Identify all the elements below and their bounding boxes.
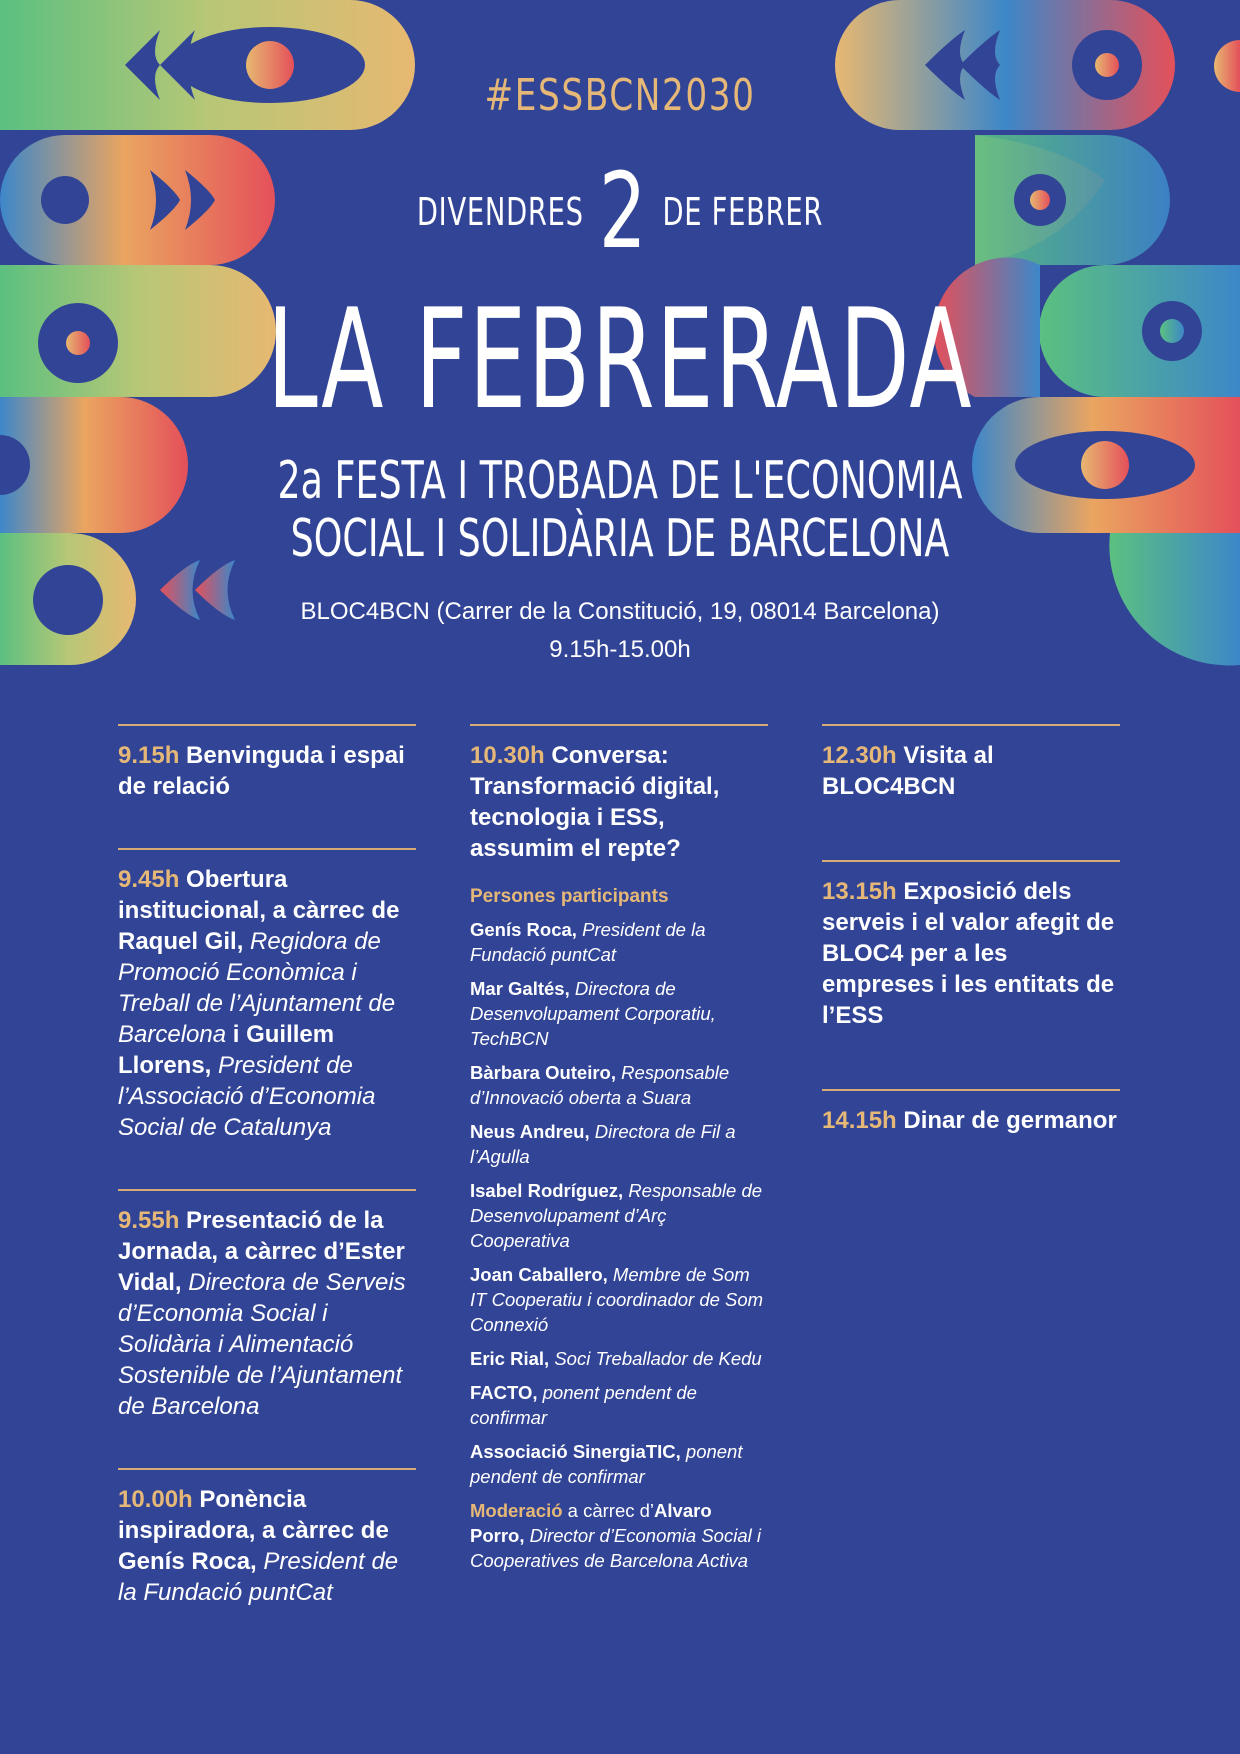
item-time: 10.30h: [470, 742, 545, 769]
participant: [470, 1178, 768, 1253]
date-day: 2: [598, 150, 648, 272]
participant-role: Responsable de Desenvolupament d’Arç Cooperativa: [470, 1180, 763, 1251]
moderation: [470, 1498, 768, 1573]
subtitle-line1: 2a FESTA I TROBADA DE L'ECONOMIA: [277, 451, 963, 511]
participant-role: ponent pendent de confirmar: [470, 1441, 743, 1487]
participant-name: Neus Andreu,: [470, 1121, 590, 1142]
schedule-item: [118, 848, 416, 1143]
schedule-item: [118, 1468, 416, 1608]
item-time: 10.00h: [118, 1486, 193, 1513]
participant-name: Genís Roca,: [470, 919, 577, 940]
event-date: [174, 150, 1067, 272]
schedule-item: [118, 1189, 416, 1422]
schedule-column-3: [822, 724, 1120, 1136]
participant: [470, 1262, 768, 1337]
item-title: Benvinguda i espai de relació: [118, 742, 405, 800]
item-time: 9.15h: [118, 742, 180, 769]
hours: 9.15h-15.00h: [549, 636, 691, 663]
item-title: Obertura institucional, a càrrec de: [118, 866, 400, 924]
venue: BLOC4BCN (Carrer de la Constitució, 19, 08014 Barcelona): [300, 598, 940, 625]
hashtag: #ESSBCN2030: [484, 70, 756, 121]
participant: [470, 976, 768, 1051]
participant-name: Bàrbara Outeiro,: [470, 1062, 616, 1083]
participant-name: Mar Galtés,: [470, 978, 570, 999]
speaker-role: President de la Fundació puntCat: [118, 1548, 399, 1606]
participant: [470, 1119, 768, 1169]
item-time: 9.45h: [118, 866, 180, 893]
speaker-name: Raquel Gil,: [118, 928, 244, 955]
participants-list: [470, 917, 768, 1489]
item-time: 14.15h: [822, 1107, 897, 1134]
event-title: LA FEBRERADA: [267, 279, 973, 440]
moderator-role: Director d’Economia Social i Cooperatives de Barcelona Activa: [470, 1525, 761, 1571]
participant: [470, 1060, 768, 1110]
participant-role: Membre de Som IT Cooperatiu i coordinador de Som Connexió: [470, 1264, 764, 1335]
participant-name: Eric Rial,: [470, 1348, 550, 1369]
item-title: Dinar de germanor: [903, 1107, 1117, 1134]
speaker-role: Directora de Serveis d’Economia Social i Solidària i Alimentació Sostenible de l’Ajuntament de Barcelona: [118, 1269, 406, 1420]
schedule-column-2: [470, 724, 768, 1573]
moderation-label: Moderació: [470, 1500, 563, 1521]
participant-role: ponent pendent de confirmar: [470, 1382, 697, 1428]
participant-role: Directora de Fil a l’Agulla: [470, 1121, 736, 1167]
speaker-role: Regidora de Promoció Econòmica i Treball de l’Ajuntament de Barcelona: [118, 928, 396, 1048]
participant: [470, 1380, 768, 1430]
item-title: Ponència inspiradora, a càrrec de Genís Roca,: [118, 1486, 389, 1575]
moderator-name: Alvaro Porro,: [470, 1500, 712, 1546]
subtitle-line2: SOCIAL I SOLIDÀRIA DE BARCELONA: [290, 509, 950, 569]
participant-name: FACTO,: [470, 1382, 538, 1403]
participant: [470, 1346, 768, 1371]
speaker-name: Guillem Llorens,: [118, 1021, 335, 1079]
participants-title: Persones participants: [470, 886, 669, 907]
date-weekday: DIVENDRES: [416, 190, 584, 234]
schedule-item: [822, 1089, 1120, 1136]
item-time: 12.30h: [822, 742, 897, 769]
moderation-text: a càrrec d’: [567, 1500, 655, 1521]
schedule-item: [470, 724, 768, 864]
participant-role: President de la Fundació puntCat: [470, 919, 706, 965]
participant-role: Soci Treballador de Kedu: [554, 1348, 762, 1369]
conjunction: i: [232, 1021, 240, 1048]
participant: [470, 1439, 768, 1489]
participant-name: Isabel Rodríguez,: [470, 1180, 624, 1201]
item-time: 13.15h: [822, 878, 897, 905]
item-time: 9.55h: [118, 1207, 180, 1234]
schedule-column-1: [118, 724, 416, 1608]
participant-name: Joan Caballero,: [470, 1264, 608, 1285]
item-title: Exposició dels serveis i el valor afegit de BLOC4 per a les empreses i les entitats de l’ESS: [822, 878, 1115, 1029]
date-month: DE FEBRER: [662, 190, 824, 234]
schedule-item: [822, 860, 1120, 1031]
participant-role: Directora de Desenvolupament Corporatiu, TechBCN: [470, 978, 716, 1049]
item-title: Visita al BLOC4BCN: [822, 742, 994, 800]
participant-name: Associació SinergiaTIC,: [470, 1441, 681, 1462]
item-title: Presentació de la Jornada, a càrrec d’Ester Vidal,: [118, 1207, 405, 1296]
schedule-item: [118, 724, 416, 802]
speaker-role: President de l’Associació d’Economia Social de Catalunya: [118, 1052, 376, 1141]
schedule-item: [822, 724, 1120, 802]
item-title: Conversa: Transformació digital, tecnologia i ESS, assumim el repte?: [470, 742, 720, 862]
participant: [470, 917, 768, 967]
event-subtitle: [186, 452, 1054, 568]
participant-role: Responsable d’Innovació oberta a Suara: [470, 1062, 730, 1108]
